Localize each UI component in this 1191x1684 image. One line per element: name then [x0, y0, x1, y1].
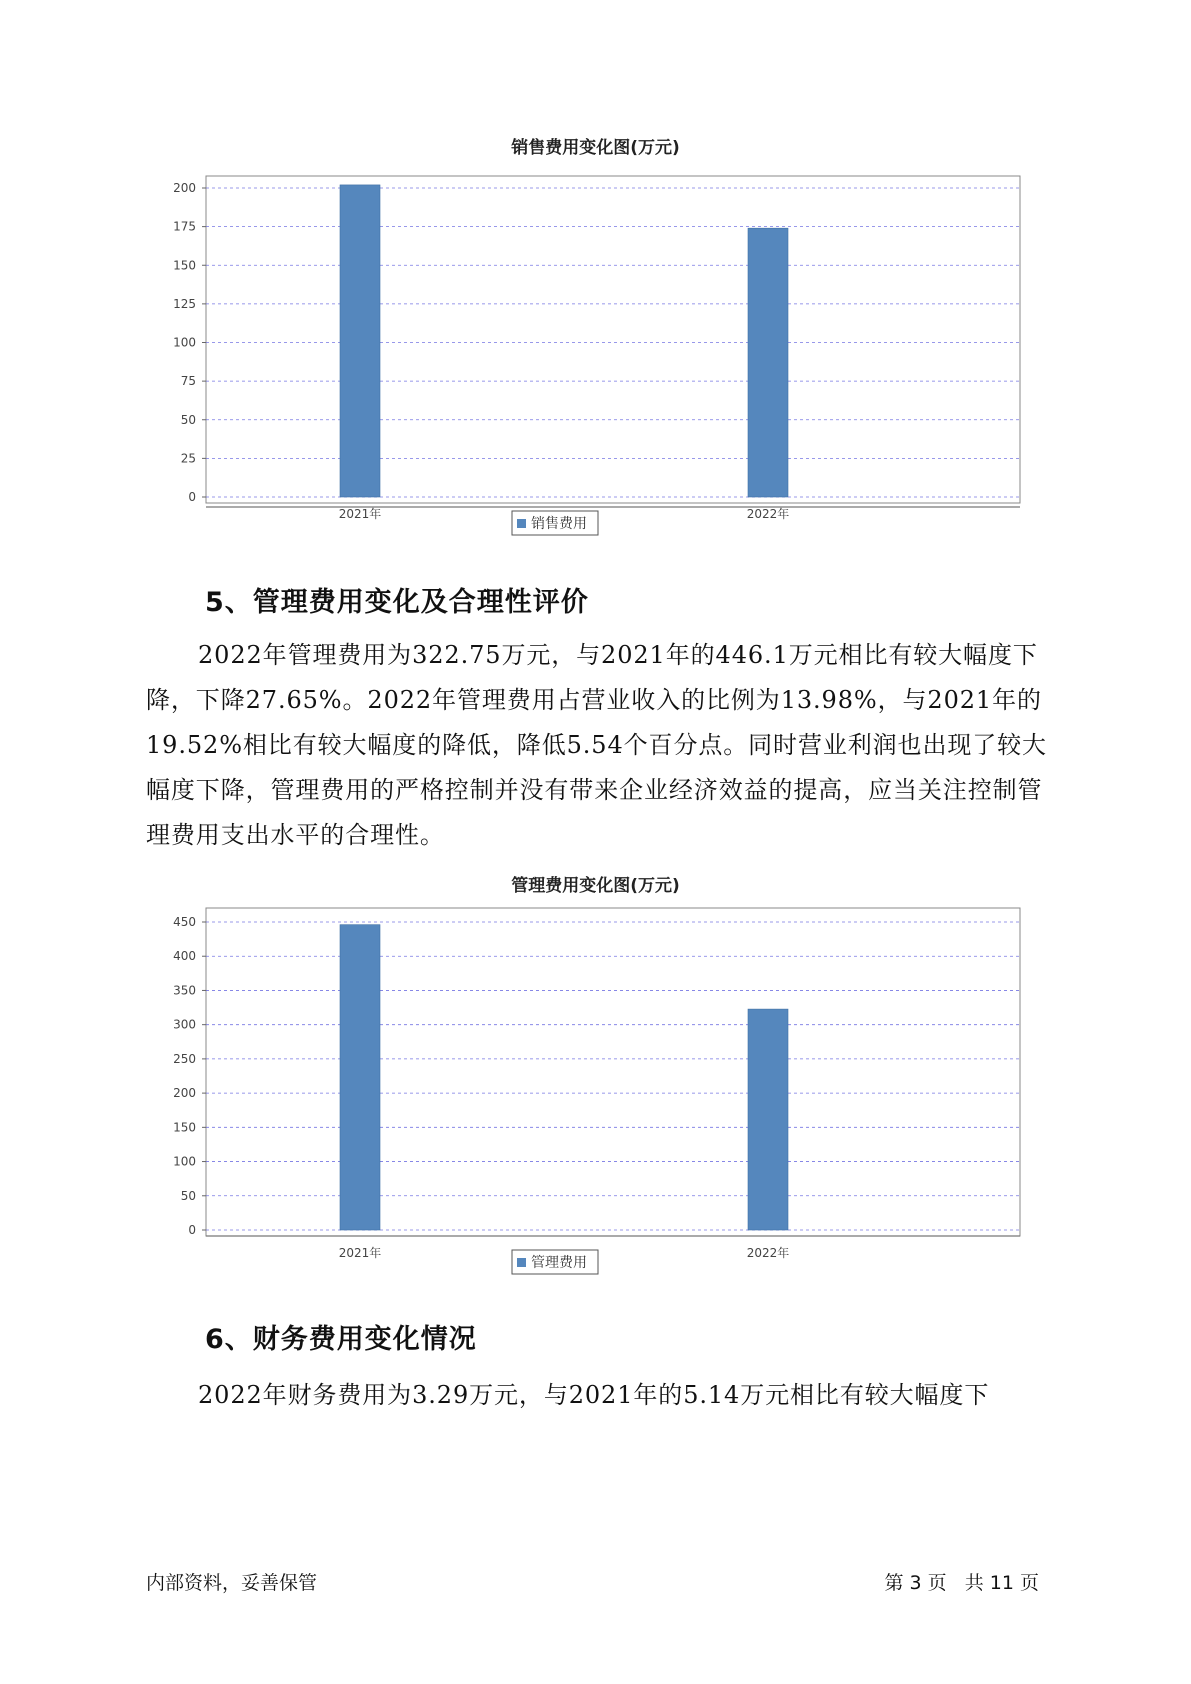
- bar-2021年: [340, 925, 380, 1230]
- y-tick-label: 0: [188, 490, 196, 504]
- section-6-heading: 6、财务费用变化情况: [205, 1324, 477, 1355]
- footer-page-number: 第 3 页 共 11 页: [884, 1572, 1039, 1594]
- bar-2022年: [748, 1009, 788, 1230]
- section-5-paragraph: 2022年管理费用为322.75万元，与2021年的446.1万元相比有较大幅度下降，下降27.65%。2022年管理费用占营业收入的比例为13.98%，与2021年的19.52%相比有较大幅度的降低，降低5.54个百分点。同时营业利润也出现了较大幅度下降，管理费用的严格控制并没有带来企业经济效益的提高，应当关注控制管理费用支出水平的合理性。: [146, 641, 1047, 849]
- y-tick-label: 50: [180, 412, 196, 427]
- legend-swatch: [517, 519, 526, 528]
- section-6-paragraph: 2022年财务费用为3.29万元，与2021年的5.14万元相比有较大幅度下: [198, 1381, 990, 1409]
- y-tick-label: 75: [180, 374, 196, 389]
- y-tick-label: 250: [173, 1051, 196, 1066]
- y-tick-label: 400: [173, 949, 196, 964]
- legend-label: 销售费用: [531, 516, 587, 532]
- y-tick-label: 0: [188, 1223, 196, 1237]
- y-tick-label: 150: [173, 258, 196, 273]
- y-tick-label: 100: [173, 335, 196, 350]
- y-tick-label: 25: [180, 451, 196, 466]
- y-tick-label: 100: [173, 1154, 196, 1169]
- footer-confidential-note: 内部资料，妥善保管: [146, 1572, 318, 1594]
- x-tick-label: 2022年: [746, 507, 790, 521]
- y-tick-label: 350: [173, 983, 196, 998]
- legend-label: 管理费用: [531, 1255, 587, 1271]
- chart-title-admin-expense: 管理费用变化图(万元): [511, 876, 680, 896]
- y-tick-label: 450: [173, 915, 196, 929]
- section-5-heading: 5、管理费用变化及合理性评价: [205, 587, 589, 618]
- chart-title-sales-expense: 销售费用变化图(万元): [511, 138, 680, 158]
- x-tick-label: 2021年: [338, 1246, 382, 1260]
- y-tick-label: 200: [173, 1086, 196, 1101]
- bar-2021年: [340, 185, 380, 497]
- y-tick-label: 200: [173, 181, 196, 195]
- y-tick-label: 175: [173, 219, 196, 234]
- sales-expense-bar-chart: [150, 170, 1030, 550]
- admin-expense-bar-chart: [150, 900, 1030, 1290]
- plot-area: [206, 176, 1020, 503]
- y-tick-label: 150: [173, 1120, 196, 1135]
- legend-swatch: [517, 1258, 526, 1267]
- x-tick-label: 2021年: [338, 507, 382, 521]
- bar-2022年: [748, 228, 788, 497]
- y-tick-label: 300: [173, 1017, 196, 1032]
- x-tick-label: 2022年: [746, 1246, 790, 1260]
- y-tick-label: 125: [173, 296, 196, 311]
- y-tick-label: 50: [180, 1188, 196, 1203]
- plot-area: [206, 908, 1020, 1236]
